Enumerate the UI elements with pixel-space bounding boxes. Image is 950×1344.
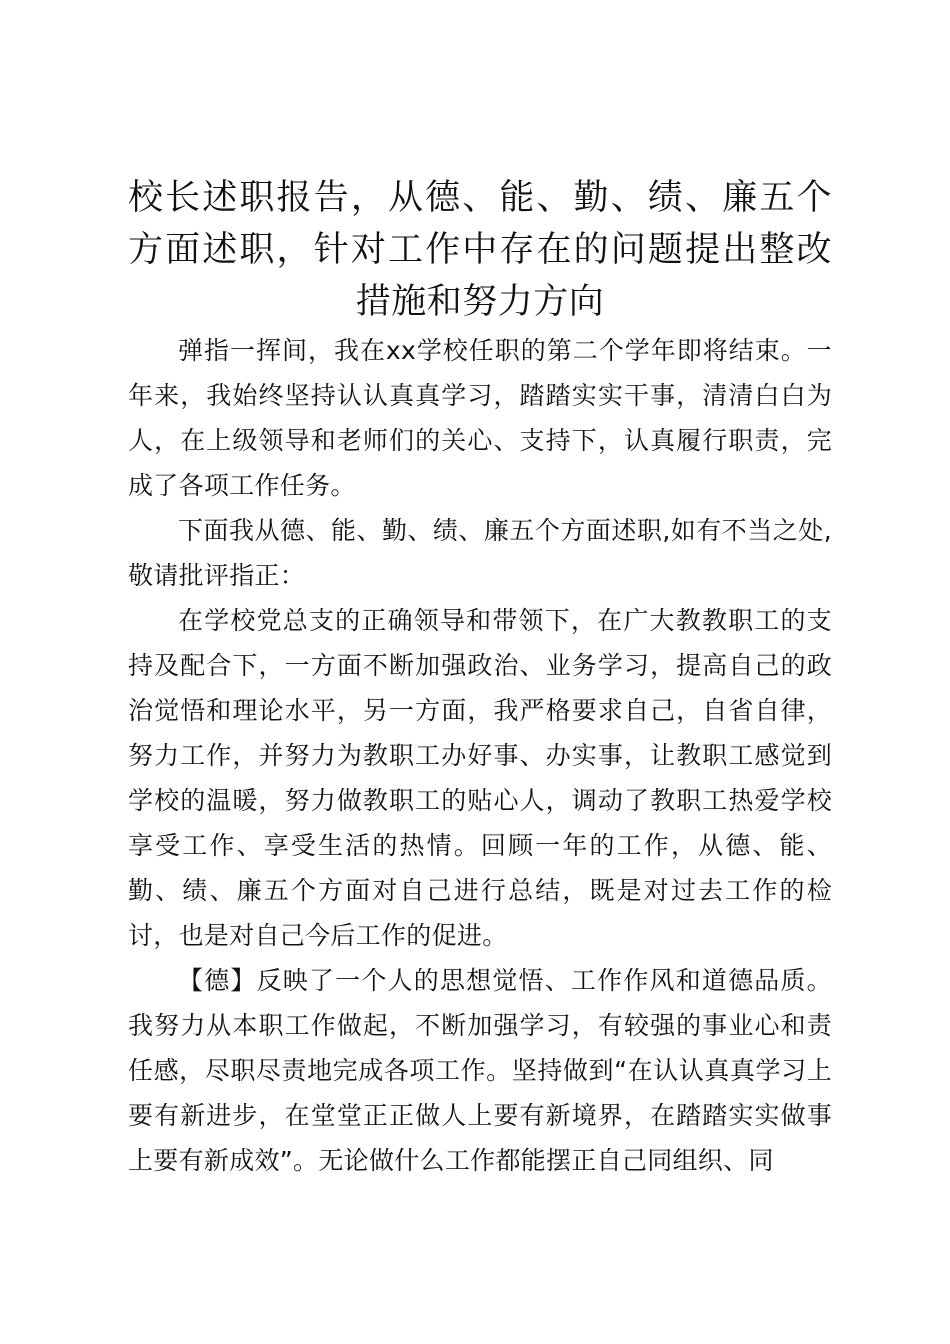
paragraph-de: 【德】反映了一个人的思想觉悟、工作作风和道德品质。我努力从本职工作做起，不断加强学习，有较强的事业心和责任感，尽职尽责地完成各项工作。坚持做到“在认认真真学习上要有新进步，在堂堂正正做人上要有新境界，在踏踏实实做事上要有新成效”。无论做什么工作都能摆正自己同组织、同 bbox=[128, 966, 832, 1175]
document-page bbox=[128, 172, 832, 1183]
paragraph-summary: 在学校党总支的正确领导和带领下，在广大教教职工的支持及配合下，一方面不断加强政治、业务学习，提高自己的政治觉悟和理论水平，另一方面，我严格要求自己，自省自律，努力工作，并努力为教职工办好事、办实事，让教职工感觉到学校的温暖，努力做教职工的贴心人，调动了教职工热爱学校享受工作、享受生活的热情。回顾一年的工作，从德、能、勤、绩、廉五个方面对自己进行总结，既是对过去工作的检讨，也是对自己今后工作的促进。 bbox=[128, 606, 832, 950]
paragraph-intro: 弹指一挥间，我在xx学校任职的第二个学年即将结束。一年来，我始终坚持认认真真学习，踏踏实实干事，清清白白为人，在上级领导和老师们的关心、支持下，认真履行职责，完成了各项工作任务。 bbox=[128, 336, 832, 500]
paragraph-overview: 下面我从德、能、勤、绩、廉五个方面述职,如有不当之处,敬请批评指正： bbox=[128, 516, 832, 590]
document-title: 校长述职报告，从德、能、勤、绩、廉五个方面述职，针对工作中存在的问题提出整改措施和努力方向 bbox=[128, 178, 832, 322]
